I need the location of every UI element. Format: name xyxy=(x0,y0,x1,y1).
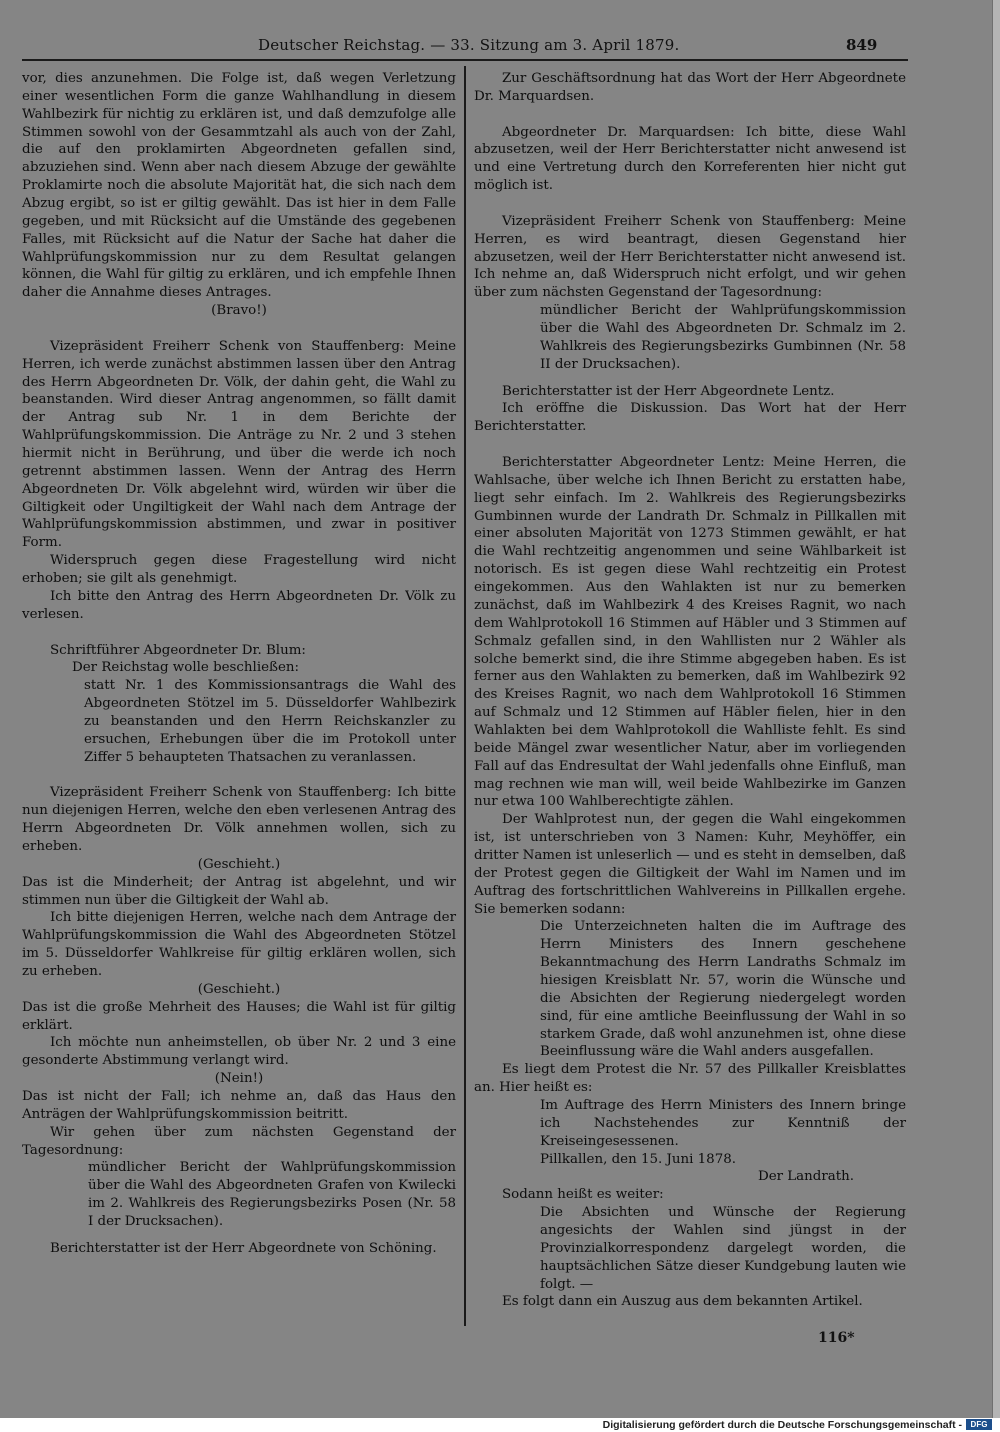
paragraph: Vizepräsident Freiherr Schenk von Stauffenberg: Meine Herren, ich werde zunächst abstimmen lassen über den Antrag des Herrn Abgeordneten Dr. Völk, der dahin geht, die Wahl zu beanstanden. Wird dieser Antrag angenommen, so fällt damit der Antrag sub Nr. 1 in dem Berichte der Wahlprüfungskommission. Die Anträge zu Nr. 2 und 3 stehen hiermit nicht in Berührung, und über die werde ich noch getrennt abstimmen lassen. Wenn der Antrag des Herrn Abgeordneten Dr. Völk abgelehnt wird, würden wir über die Giltigkeit oder Ungiltigkeit der Wahl nach dem Antrage der Wahlprüfungskommission abstimmen, und zwar in positiver Form. xyxy=(22,338,456,551)
paragraph: Schriftführer Abgeordneter Dr. Blum: xyxy=(50,642,306,658)
paragraph: mündlicher Bericht der Wahlprüfungskommission über die Wahl des Abgeordneten Grafen von Kwilecki im 2. Wahlkreis des Regierungsbezirks Posen (Nr. 58 I der Drucksachen). xyxy=(88,1160,456,1229)
dfg-logo: DFG xyxy=(966,1419,992,1430)
paragraph: Der Landrath. xyxy=(757,1169,854,1185)
paragraph: Vizepräsident Freiherr Schenk von Stauffenberg: Meine Herren, es wird beantragt, diesen Gegenstand hier abzusetzen, weil der Herr Berichterstatter nicht anwesend ist. Ich nehme an, daß Widerspruch nicht erfolgt, und wir gehen über zum nächsten Gegenstand der Tagesordnung: xyxy=(474,213,906,301)
signature-marker: 116* xyxy=(818,1330,855,1346)
paragraph: Vizepräsident Freiherr Schenk von Stauffenberg: Ich bitte nun diejenigen Herren, welche den eben verlesenen Antrag des Herrn Abgeordneten Dr. Völk annehmen wollen, sich zu erheben. xyxy=(22,785,456,854)
paragraph: Ich bitte den Antrag des Herrn Abgeordneten Dr. Völk zu verlesen. xyxy=(22,588,456,622)
paragraph: Der Reichstag wolle beschließen: xyxy=(72,660,300,676)
header-title: Deutscher Reichstag. — 33. Sitzung am 3. April 1879. xyxy=(258,36,680,54)
paragraph: Ich möchte nun anheimstellen, ob über Nr. 2 und 3 eine gesonderte Abstimmung verlangt wird. xyxy=(22,1035,456,1069)
paragraph: vor, dies anzunehmen. Die Folge ist, daß wegen Verletzung einer wesentlichen Form die ganze Wahlhandlung in diesem Wahlbezirk für nichtig zu erklären ist, und daß demzufolge alle Stimmen sowohl von der Gesammtzahl als auch von der Zahl, die auf den proklamirten Abgeordneten gefallen sind, abzuziehen sind. Wenn aber nach diesem Abzuge der gewählte Proklamirte noch die absolute Majorität hat, die sich nach dem Abzug ergibt, so ist er giltig gewählt. Das ist hier in dem Falle gegeben, und mit Rücksicht auf die Umstände des gegebenen Falles, mit Rücksicht auf die Natur der Sache hat daher die Wahlprüfungskommission nur zu dem Resultat gelangen können, die Wahl für giltig zu erklären, und ich empfehle Ihnen daher die Annahme dieses Antrages. xyxy=(22,71,456,301)
footer-credit: Digitalisierung gefördert durch die Deutsche Forschungsgemeinschaft - xyxy=(602,1419,962,1431)
spacer xyxy=(474,374,906,383)
spacer xyxy=(474,436,906,454)
page-edge xyxy=(992,0,1000,1418)
spacer xyxy=(474,106,906,124)
paragraph: Berichterstatter ist der Herr Abgeordnete Lentz. xyxy=(502,383,835,399)
spacer xyxy=(22,624,456,642)
header-rule xyxy=(22,59,908,61)
page-number: 849 xyxy=(846,36,878,54)
spacer xyxy=(474,195,906,213)
paragraph: (Nein!) xyxy=(214,1071,264,1087)
paragraph: (Geschieht.) xyxy=(197,856,281,872)
left-column xyxy=(22,70,456,1258)
paragraph: statt Nr. 1 des Kommissionsantrags die Wahl des Abgeordneten Stötzel im 5. Düsseldorfer Wahlbezirk zu beanstanden und den Herrn Reichskanzler zu ersuchen, Erhebungen über die im Protokoll unter Ziffer 5 behaupteten Thatsachen zu veranlassen. xyxy=(84,678,456,765)
paragraph: Widerspruch gegen diese Fragestellung wird nicht erhoben; sie gilt als genehmigt. xyxy=(22,553,456,587)
paragraph: Pillkallen, den 15. Juni 1878. xyxy=(540,1151,737,1167)
paragraph: Ich eröffne die Diskussion. Das Wort hat der Herr Berichterstatter. xyxy=(474,401,906,435)
paragraph: Abgeordneter Dr. Marquardsen: Ich bitte, diese Wahl abzusetzen, weil der Herr Berichterstatter nicht anwesend ist und eine Vertretung durch den Korreferenten hier nicht gut möglich ist. xyxy=(474,124,906,194)
paragraph: (Geschieht.) xyxy=(197,981,281,997)
paragraph: Sodann heißt es weiter: xyxy=(502,1187,664,1203)
paragraph: Die Absichten und Wünsche der Regierung angesichts der Wahlen sind jüngst in der Provinzialkorrespondenz dargelegt worden, die hauptsächlichen Sätze dieser Kundgebung lauten wie folgt. — xyxy=(540,1205,906,1292)
paragraph: (Bravo!) xyxy=(211,303,267,319)
paragraph: Zur Geschäftsordnung hat das Wort der Herr Abgeordnete Dr. Marquardsen. xyxy=(474,71,906,104)
running-header xyxy=(0,36,1000,58)
spacer xyxy=(22,1231,456,1240)
paragraph: Berichterstatter Abgeordneter Lentz: Meine Herren, die Wahlsache, über welche ich Ihnen Bericht zu erstatten habe, liegt sehr einfach. Im 2. Wahlkreis des Regierungsbezirks Gumbinnen wurde der Landrath Dr. Schmalz in Pillkallen mit einer absoluten Majorität von 1273 Stimmen gewählt, er hat die Wahl rechtzeitig angenommen und seine Wählbarkeit ist notorisch. Es ist gegen diese Wahl rechtzeitig ein Protest eingekommen. Aus den Wahlakten ist nur zu bemerken zunächst, daß im Wahlbezirk 4 des Kreises Ragnit, wo nach dem Wahlprotokoll 16 Stimmen auf Häbler und 3 Stimmen auf Schmalz gefallen sind, in den Wahllisten nur 2 Wähler als solche bemerkt sind, die ihre Stimme abgegeben haben. Es ist ferner aus den Wahlakten zu bemerken, daß im Wahlbezirk 92 des Kreises Ragnit, wo nach dem Wahlprotokoll 16 Stimmen auf Schmalz und 12 Stimmen auf Häbler fielen, hier in den Wahlakten bei dem Wahlprotokoll die Wahlliste fehlt. Es sind beide Mängel zwar wesentlicher Natur, aber im vorliegenden Fall auf das Endresultat der Wahl jedenfalls ohne Einfluß, man mag rechnen wie man will, weil beide Wahlbezirke im Ganzen nur etwa 100 Wahlberechtigte zählen. xyxy=(474,455,906,810)
paragraph: Es folgt dann ein Auszug aus dem bekannten Artikel. xyxy=(502,1294,863,1310)
footer-bar xyxy=(0,1418,1000,1432)
paragraph: Das ist die große Mehrheit des Hauses; die Wahl ist für giltig erklärt. xyxy=(22,999,456,1033)
paragraph: Ich bitte diejenigen Herren, welche nach dem Antrage der Wahlprüfungskommission die Wahl des Abgeordneten Stötzel im 5. Düsseldorfer Wahlkreise für giltig erklären wollen, sich zu erheben. xyxy=(22,910,456,979)
paragraph: mündlicher Bericht der Wahlprüfungskommission über die Wahl des Abgeordneten Dr. Schmalz im 2. Wahlkreis des Regierungsbezirks Gumbinnen (Nr. 58 II der Drucksachen). xyxy=(540,303,906,372)
paragraph: Im Auftrage des Herrn Ministers des Innern bringe ich Nachstehendes zur Kenntniß der Kreiseingesessenen. xyxy=(540,1097,906,1149)
spacer xyxy=(22,320,456,338)
right-column xyxy=(474,70,906,1311)
paragraph: Der Wahlprotest nun, der gegen die Wahl eingekommen ist, ist unterschrieben von 3 Namen: Kuhr, Meyhöffer, ein dritter Namen ist unleserlich — und es steht in demselben, daß der Protest gegen die Giltigkeit der Wahl im Namen und im Auftrag des fortschrittlichen Wahlvereins in Pillkallen ergehe. Sie bemerken sodann: xyxy=(474,812,906,917)
paragraph: Das ist die Minderheit; der Antrag ist abgelehnt, und wir stimmen nun über die Giltigkeit der Wahl ab. xyxy=(22,874,456,908)
paragraph: Wir gehen über zum nächsten Gegenstand der Tagesordnung: xyxy=(22,1124,456,1158)
paragraph: Berichterstatter ist der Herr Abgeordnete von Schöning. xyxy=(50,1240,437,1256)
spacer xyxy=(22,767,456,785)
paragraph: Das ist nicht der Fall; ich nehme an, daß das Haus den Anträgen der Wahlprüfungskommission beitritt. xyxy=(22,1088,456,1122)
paragraph: Die Unterzeichneten halten die im Auftrage des Herrn Ministers des Innern geschehene Bekanntmachung des Herrn Landraths Schmalz im hiesigen Kreisblatt Nr. 57, worin die Wünsche und die Absichten der Regierung niedergelegt worden sind, für eine amtliche Beeinflussung der Wahl in so starkem Grade, daß wohl anzunehmen ist, ohne diese Beeinflussung wäre die Wahl anders ausgefallen. xyxy=(540,919,906,1060)
column-divider xyxy=(464,66,466,1326)
paragraph: Es liegt dem Protest die Nr. 57 des Pillkaller Kreisblattes an. Hier heißt es: xyxy=(474,1062,906,1096)
